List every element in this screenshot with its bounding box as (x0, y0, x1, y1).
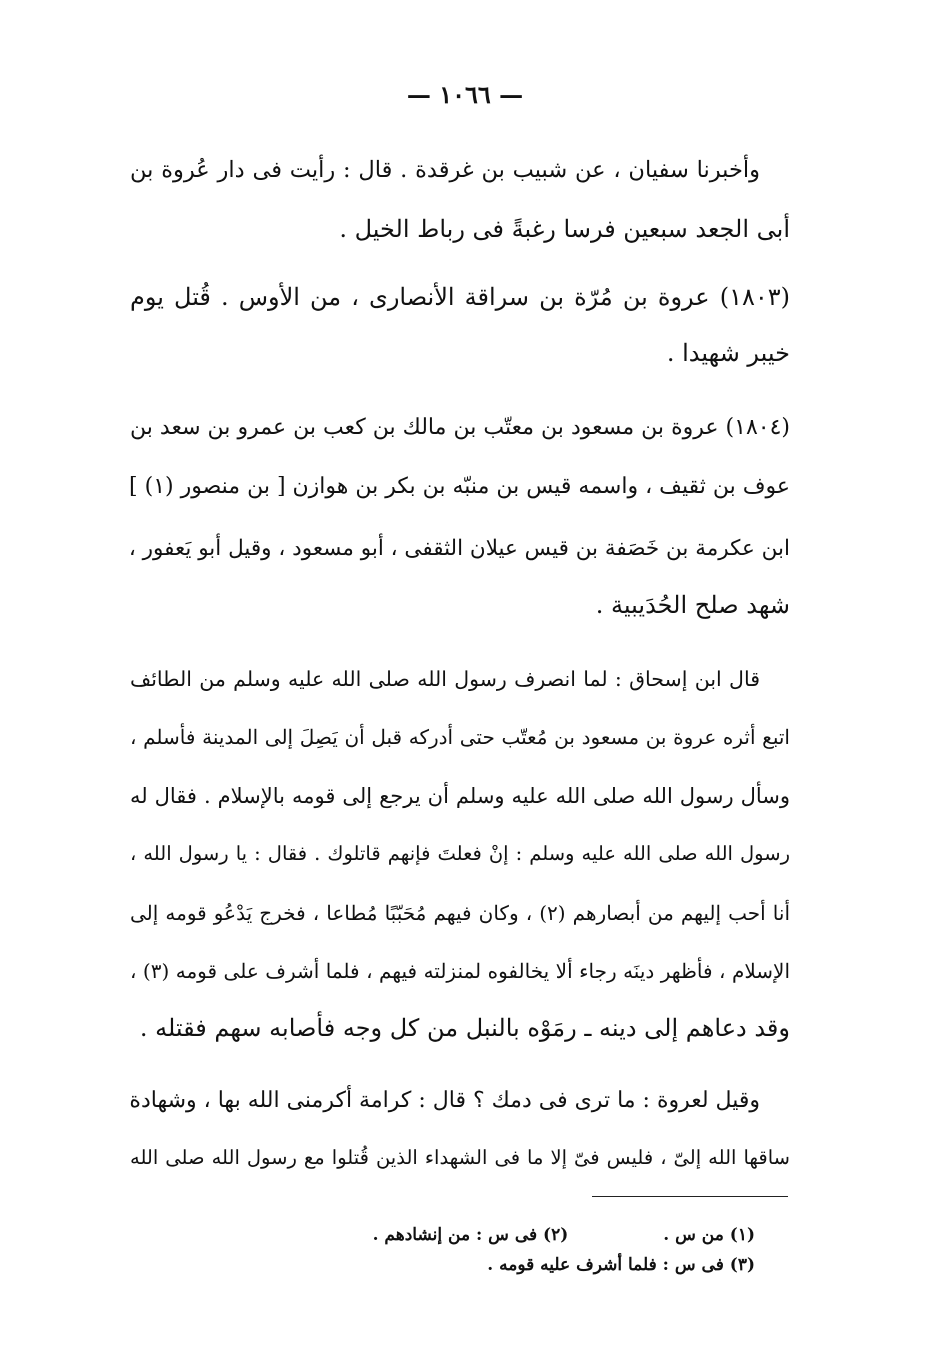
footnote-2: (٢) فى س : من إنشادهم . (372, 1225, 569, 1245)
text-line: (١٨٠٣) عروة بن مُرّة بن سراقة الأنصارى ، من الأوس . قُتل يوم (130, 283, 790, 311)
text-line: وأخبرنا سفيان ، عن شبيب بن غرقدة . قال : رأيت فى دار عُروة بن (130, 157, 760, 183)
text-line: رسول الله صلى الله عليه وسلم : إنْ فعلتَ فإنهم قاتلوك . فقال : يا رسول الله ، (130, 842, 790, 865)
footnote-line (135, 1222, 755, 1248)
text-line: شهد صلح الحُدَيبية . (595, 591, 790, 619)
text-line: خيبر شهيدا . (666, 339, 790, 367)
text-line: وقيل لعروة : ما ترى فى دمك ؟ قال : كرامة أكرمنى الله بها ، وشهادة (129, 1088, 760, 1113)
text-line: وسأل رسول الله صلى الله عليه وسلم أن يرجع إلى قومه بالإسلام . فقال له (130, 784, 790, 808)
footnote-line (135, 1252, 755, 1278)
footnote-separator (592, 1196, 788, 1197)
text-line: عوف بن ثقيف ، واسمه قيس بن منبّه بن بكر بن هوازن [ بن منصور (١) ] (129, 474, 790, 499)
footnote-3: (٣) فى س : فلما أشرف عليه قومه . (487, 1255, 755, 1275)
page-number: — ١٠٦٦ — (406, 80, 524, 109)
text-line: اتبع أثره عروة بن مسعود بن مُعتّب حتى أدركه قبل أن يَصِلَ إلى المدينة فأسلم ، (130, 725, 790, 749)
text-line: وقد دعاهم إلى دينه ـ رمَوْه بالنبل من كل وجه فأصابه سهم فقتله . (139, 1014, 790, 1042)
text-line: أبى الجعد سبعين فرسا رغبةً فى رباط الخيل . (339, 215, 790, 243)
text-line: قال ابن إسحاق : لما انصرف رسول الله صلى الله عليه وسلم من الطائف (130, 667, 760, 691)
text-line: (١٨٠٤) عروة بن مسعود بن معتّب بن مالك بن كعب بن عمرو بن سعد بن (130, 415, 790, 440)
footnote-1: (١) من س . (663, 1225, 755, 1245)
text-line: ابن عكرمة بن خَصَفة بن قيس عيلان الثقفى ، أبو مسعود ، وقيل أبو يَعفور ، (128, 536, 790, 561)
text-line: الإسلام ، فأظهر دينَه رجاء ألا يخالفوه لمنزلته فيهم ، فلما أشرف على قومه (٣) ، (130, 959, 791, 983)
text-line: أنا أحب إليهم من أبصارهم (٢) ، وكان فيهم مُحَبّبًا مُطاعا ، فخرج يَدْعُو قومه إلى (130, 901, 791, 925)
text-line: ساقها الله إلىّ ، فليس فىّ إلا ما فى الشهداء الذين قُتلوا مع رسول الله صلى الله (130, 1146, 790, 1169)
